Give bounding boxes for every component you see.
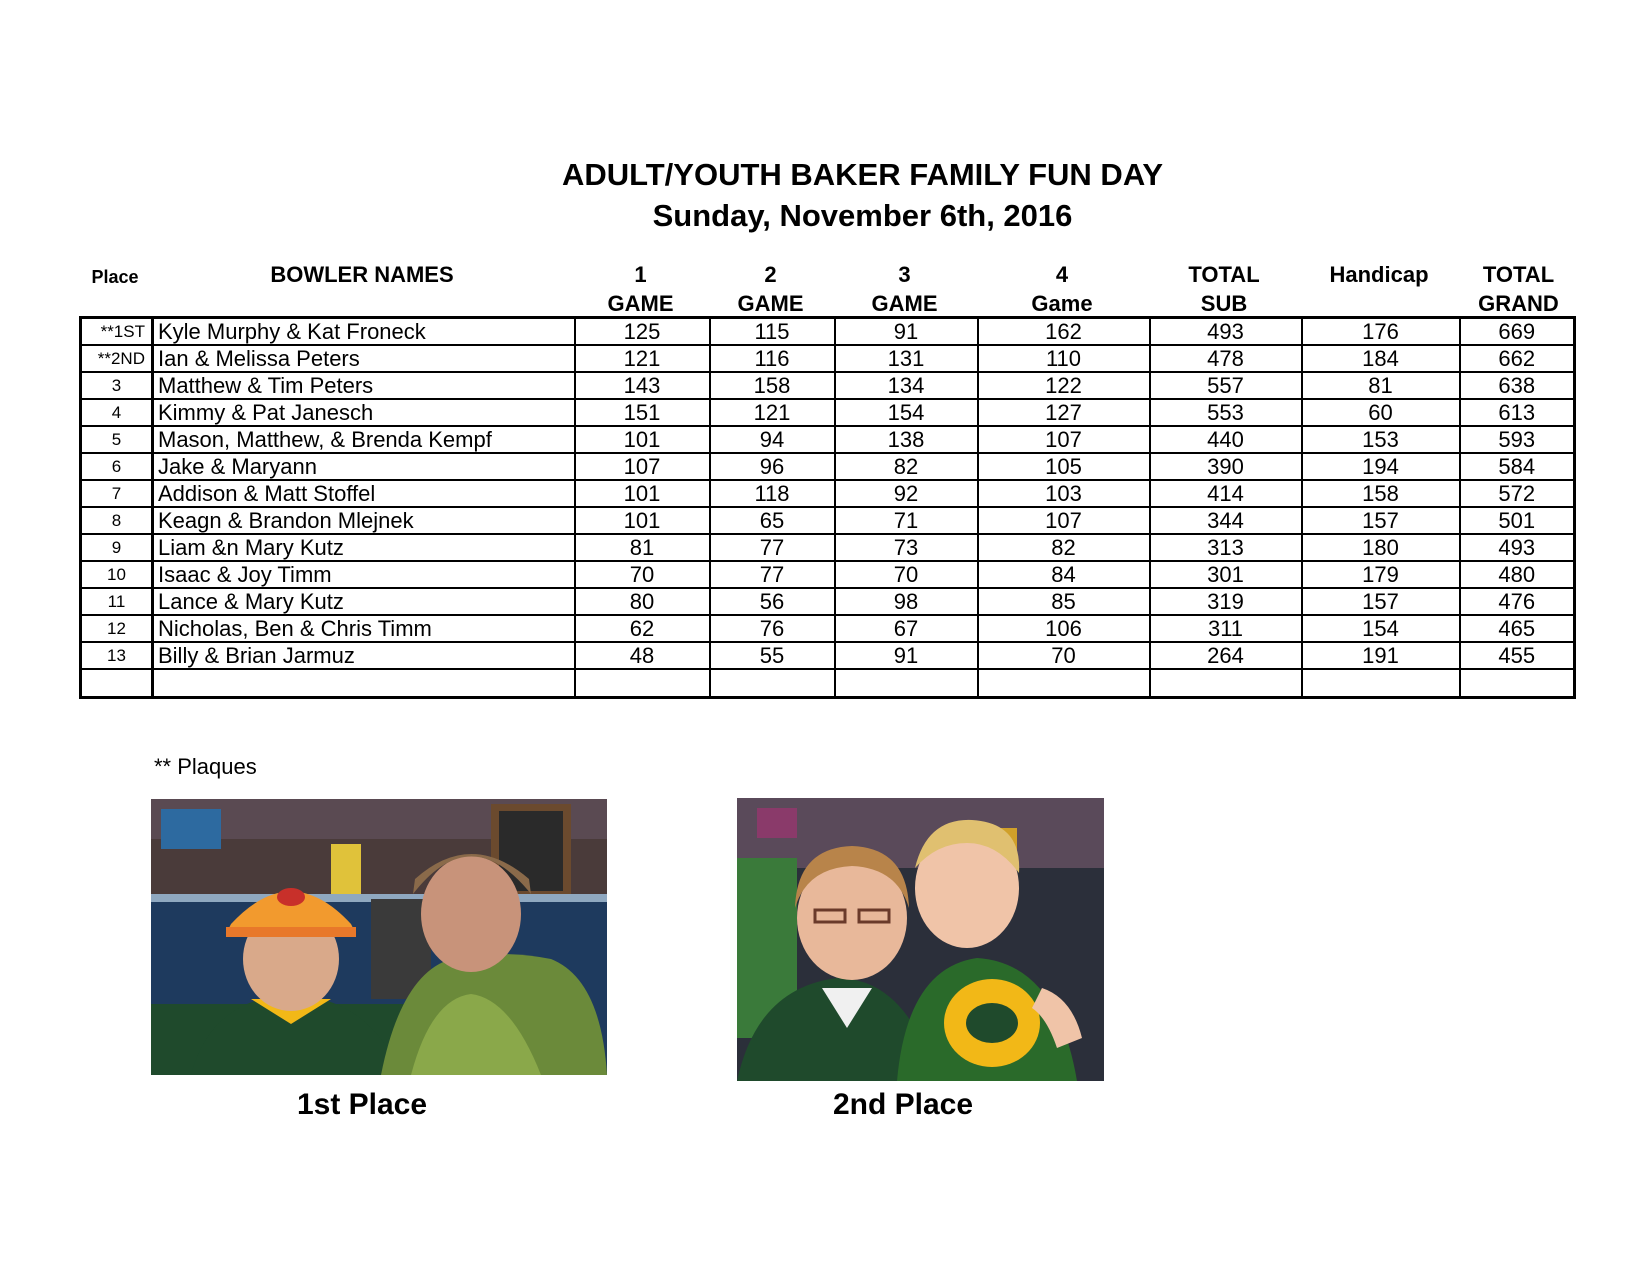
cell-place: 5 bbox=[81, 426, 153, 453]
cell-g2: 55 bbox=[710, 642, 835, 669]
page-date: Sunday, November 6th, 2016 bbox=[652, 198, 1073, 233]
cell-g4: 110 bbox=[978, 345, 1150, 372]
cell-place: 10 bbox=[81, 561, 153, 588]
cell-grand: 480 bbox=[1460, 561, 1575, 588]
cell-handicap: 179 bbox=[1302, 561, 1460, 588]
cell-names: Matthew & Tim Peters bbox=[153, 372, 575, 399]
cell-grand: 638 bbox=[1460, 372, 1575, 399]
cell-g2: 118 bbox=[710, 480, 835, 507]
cell-grand: 501 bbox=[1460, 507, 1575, 534]
cell-g2: 94 bbox=[710, 426, 835, 453]
cell-g3: 134 bbox=[835, 372, 978, 399]
cell-grand: 669 bbox=[1460, 318, 1575, 346]
table-row bbox=[81, 534, 1575, 561]
cell-g1: 80 bbox=[575, 588, 710, 615]
cell-place: 9 bbox=[81, 534, 153, 561]
table-row bbox=[81, 399, 1575, 426]
cell-g2: 77 bbox=[710, 534, 835, 561]
cell-handicap: 191 bbox=[1302, 642, 1460, 669]
cell-handicap: 180 bbox=[1302, 534, 1460, 561]
cell-g2: 96 bbox=[710, 453, 835, 480]
header-place: Place bbox=[91, 267, 139, 287]
cell-sub: 478 bbox=[1150, 345, 1302, 372]
cell-sub: 493 bbox=[1150, 318, 1302, 346]
second-place-photo bbox=[737, 798, 1104, 1081]
table-row bbox=[81, 615, 1575, 642]
cell-g3: 92 bbox=[835, 480, 978, 507]
header-game-4-label: Game bbox=[1031, 291, 1093, 316]
cell-grand: 584 bbox=[1460, 453, 1575, 480]
cell-sub: 557 bbox=[1150, 372, 1302, 399]
cell-g4: 85 bbox=[978, 588, 1150, 615]
cell-place: 6 bbox=[81, 453, 153, 480]
table-row bbox=[81, 588, 1575, 615]
cell-grand: 493 bbox=[1460, 534, 1575, 561]
header-game-3-number: 3 bbox=[898, 262, 911, 287]
header-bowler-names: BOWLER NAMES bbox=[270, 262, 454, 287]
cell-g4: 105 bbox=[978, 453, 1150, 480]
cell-g4 bbox=[978, 669, 1150, 698]
cell-g3: 91 bbox=[835, 642, 978, 669]
cell-grand: 572 bbox=[1460, 480, 1575, 507]
header-game-1-number: 1 bbox=[634, 262, 647, 287]
cell-g4: 82 bbox=[978, 534, 1150, 561]
cell-g4: 162 bbox=[978, 318, 1150, 346]
first-place-caption: 1st Place bbox=[296, 1088, 428, 1121]
cell-names: Addison & Matt Stoffel bbox=[153, 480, 575, 507]
cell-handicap: 158 bbox=[1302, 480, 1460, 507]
cell-g2: 76 bbox=[710, 615, 835, 642]
page-title: ADULT/YOUTH BAKER FAMILY FUN DAY bbox=[561, 157, 1164, 192]
cell-names: Mason, Matthew, & Brenda Kempf bbox=[153, 426, 575, 453]
cell-g3: 98 bbox=[835, 588, 978, 615]
header-total-sub-bottom: SUB bbox=[1200, 291, 1248, 316]
cell-handicap: 194 bbox=[1302, 453, 1460, 480]
scores-table bbox=[79, 316, 1576, 699]
cell-g1: 48 bbox=[575, 642, 710, 669]
cell-place: 12 bbox=[81, 615, 153, 642]
cell-place: 11 bbox=[81, 588, 153, 615]
cell-g2: 115 bbox=[710, 318, 835, 346]
plaques-note: ** Plaques bbox=[154, 754, 257, 779]
cell-handicap bbox=[1302, 669, 1460, 698]
cell-names: Jake & Maryann bbox=[153, 453, 575, 480]
cell-g2: 77 bbox=[710, 561, 835, 588]
header-game-2-number: 2 bbox=[764, 262, 777, 287]
cell-place: 4 bbox=[81, 399, 153, 426]
cell-g3: 82 bbox=[835, 453, 978, 480]
first-place-photo bbox=[151, 799, 607, 1075]
cell-g3: 67 bbox=[835, 615, 978, 642]
cell-names: Billy & Brian Jarmuz bbox=[153, 642, 575, 669]
cell-g4: 84 bbox=[978, 561, 1150, 588]
cell-handicap: 60 bbox=[1302, 399, 1460, 426]
cell-g2: 158 bbox=[710, 372, 835, 399]
cell-names: Keagn & Brandon Mlejnek bbox=[153, 507, 575, 534]
table-row bbox=[81, 507, 1575, 534]
second-place-caption: 2nd Place bbox=[832, 1088, 974, 1121]
cell-handicap: 176 bbox=[1302, 318, 1460, 346]
table-row bbox=[81, 669, 1575, 698]
cell-g1: 70 bbox=[575, 561, 710, 588]
cell-sub: 390 bbox=[1150, 453, 1302, 480]
cell-grand: 465 bbox=[1460, 615, 1575, 642]
cell-sub: 264 bbox=[1150, 642, 1302, 669]
cell-g3: 70 bbox=[835, 561, 978, 588]
cell-g1 bbox=[575, 669, 710, 698]
cell-g4: 70 bbox=[978, 642, 1150, 669]
header-game-3-label: GAME bbox=[871, 291, 938, 316]
cell-sub: 344 bbox=[1150, 507, 1302, 534]
cell-g4: 107 bbox=[978, 507, 1150, 534]
cell-names: Liam &n Mary Kutz bbox=[153, 534, 575, 561]
cell-grand: 455 bbox=[1460, 642, 1575, 669]
cell-g1: 101 bbox=[575, 507, 710, 534]
cell-place: 7 bbox=[81, 480, 153, 507]
table-row bbox=[81, 642, 1575, 669]
cell-place: 8 bbox=[81, 507, 153, 534]
cell-g3: 91 bbox=[835, 318, 978, 346]
cell-place: 3 bbox=[81, 372, 153, 399]
cell-names: Kimmy & Pat Janesch bbox=[153, 399, 575, 426]
cell-g1: 62 bbox=[575, 615, 710, 642]
table-row bbox=[81, 561, 1575, 588]
cell-g4: 106 bbox=[978, 615, 1150, 642]
cell-names: Kyle Murphy & Kat Froneck bbox=[153, 318, 575, 346]
cell-handicap: 154 bbox=[1302, 615, 1460, 642]
cell-sub bbox=[1150, 669, 1302, 698]
cell-g1: 121 bbox=[575, 345, 710, 372]
cell-g4: 107 bbox=[978, 426, 1150, 453]
cell-g4: 127 bbox=[978, 399, 1150, 426]
cell-names: Isaac & Joy Timm bbox=[153, 561, 575, 588]
cell-g3 bbox=[835, 669, 978, 698]
cell-g4: 122 bbox=[978, 372, 1150, 399]
cell-names: Lance & Mary Kutz bbox=[153, 588, 575, 615]
cell-sub: 414 bbox=[1150, 480, 1302, 507]
cell-g3: 131 bbox=[835, 345, 978, 372]
cell-g1: 107 bbox=[575, 453, 710, 480]
cell-grand bbox=[1460, 669, 1575, 698]
table-row bbox=[81, 318, 1575, 346]
cell-grand: 662 bbox=[1460, 345, 1575, 372]
header-game-2-label: GAME bbox=[737, 291, 804, 316]
header-game-1-label: GAME bbox=[607, 291, 674, 316]
header-total-grand-top: TOTAL bbox=[1482, 262, 1555, 287]
cell-handicap: 81 bbox=[1302, 372, 1460, 399]
header-handicap: Handicap bbox=[1329, 262, 1429, 287]
header-total-sub-top: TOTAL bbox=[1188, 262, 1260, 287]
cell-handicap: 184 bbox=[1302, 345, 1460, 372]
cell-sub: 319 bbox=[1150, 588, 1302, 615]
cell-g1: 143 bbox=[575, 372, 710, 399]
cell-place: **1ST bbox=[81, 318, 153, 346]
cell-g4: 103 bbox=[978, 480, 1150, 507]
cell-place bbox=[81, 669, 153, 698]
cell-grand: 613 bbox=[1460, 399, 1575, 426]
cell-g3: 73 bbox=[835, 534, 978, 561]
cell-handicap: 153 bbox=[1302, 426, 1460, 453]
cell-place: **2ND bbox=[81, 345, 153, 372]
cell-handicap: 157 bbox=[1302, 588, 1460, 615]
cell-sub: 553 bbox=[1150, 399, 1302, 426]
cell-grand: 593 bbox=[1460, 426, 1575, 453]
cell-sub: 301 bbox=[1150, 561, 1302, 588]
cell-g1: 151 bbox=[575, 399, 710, 426]
cell-g3: 138 bbox=[835, 426, 978, 453]
table-row bbox=[81, 345, 1575, 372]
cell-g1: 101 bbox=[575, 426, 710, 453]
cell-place: 13 bbox=[81, 642, 153, 669]
cell-g2: 65 bbox=[710, 507, 835, 534]
cell-grand: 476 bbox=[1460, 588, 1575, 615]
cell-names: Nicholas, Ben & Chris Timm bbox=[153, 615, 575, 642]
cell-sub: 313 bbox=[1150, 534, 1302, 561]
cell-g2: 56 bbox=[710, 588, 835, 615]
cell-g3: 71 bbox=[835, 507, 978, 534]
table-row bbox=[81, 480, 1575, 507]
cell-handicap: 157 bbox=[1302, 507, 1460, 534]
cell-g3: 154 bbox=[835, 399, 978, 426]
cell-sub: 440 bbox=[1150, 426, 1302, 453]
header-game-4-number: 4 bbox=[1055, 262, 1069, 287]
cell-g2: 121 bbox=[710, 399, 835, 426]
cell-names: Ian & Melissa Peters bbox=[153, 345, 575, 372]
table-row bbox=[81, 453, 1575, 480]
table-row bbox=[81, 426, 1575, 453]
cell-g2: 116 bbox=[710, 345, 835, 372]
header-total-grand-bottom: GRAND bbox=[1478, 291, 1559, 316]
cell-g2 bbox=[710, 669, 835, 698]
cell-sub: 311 bbox=[1150, 615, 1302, 642]
cell-g1: 101 bbox=[575, 480, 710, 507]
cell-g1: 81 bbox=[575, 534, 710, 561]
table-row bbox=[81, 372, 1575, 399]
cell-g1: 125 bbox=[575, 318, 710, 346]
cell-names bbox=[153, 669, 575, 698]
